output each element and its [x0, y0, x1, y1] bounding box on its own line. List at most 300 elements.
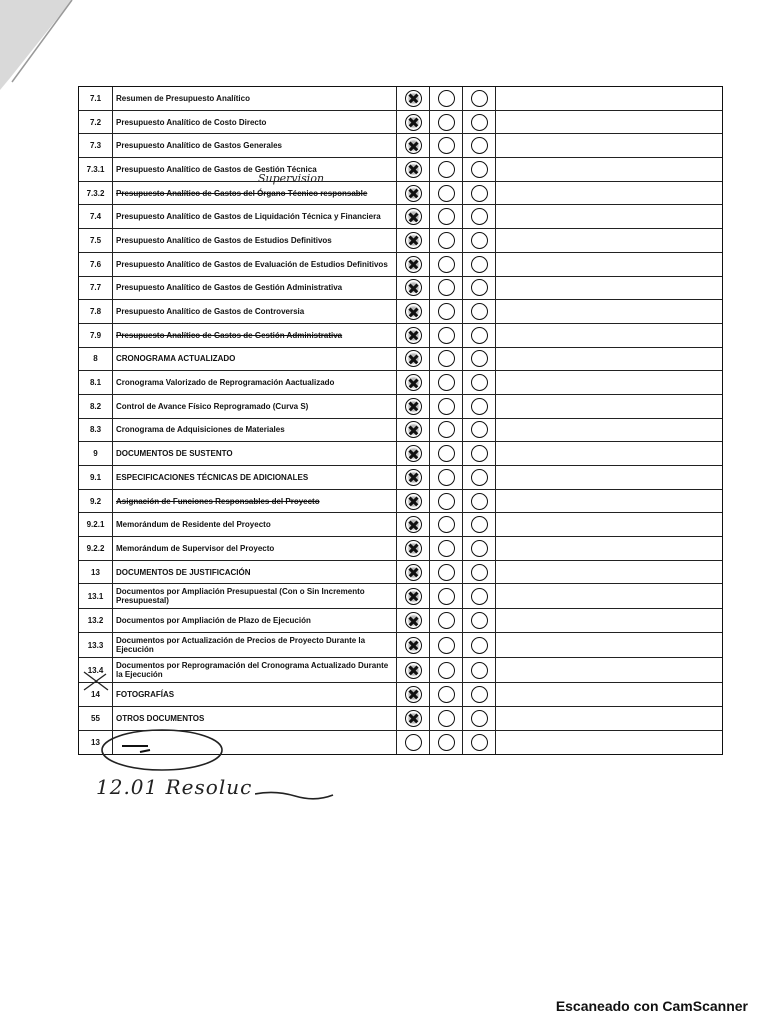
check-cell: [397, 442, 430, 465]
item-description: [113, 205, 397, 228]
item-description-text: Memorándum de Supervisor del Proyecto: [116, 543, 275, 553]
empty-circle-icon: [471, 185, 488, 202]
check-cell: [463, 442, 496, 465]
check-cell: [463, 277, 496, 300]
table-row: [79, 348, 722, 372]
check-cell: [430, 442, 463, 465]
checked-circle-icon: [405, 185, 422, 202]
check-cell: [397, 513, 430, 536]
empty-circle-icon: [471, 421, 488, 438]
table-row: [79, 324, 722, 348]
checked-circle-icon: [405, 612, 422, 629]
check-cell: [463, 182, 496, 205]
check-cell: [430, 513, 463, 536]
check-cell: [430, 371, 463, 394]
check-cell: [463, 348, 496, 371]
table-row: [79, 371, 722, 395]
checked-circle-icon: [405, 137, 422, 154]
check-cell: [430, 134, 463, 157]
table-row: [79, 134, 722, 158]
check-cell: [430, 87, 463, 110]
check-cell: [430, 395, 463, 418]
observation-cell: [496, 158, 722, 181]
item-number: 13: [79, 561, 113, 584]
item-description-text: DOCUMENTOS DE SUSTENTO: [116, 449, 233, 459]
item-description: [113, 111, 397, 134]
check-cell: [430, 182, 463, 205]
item-number: 8.3: [79, 419, 113, 442]
item-number: 7.9: [79, 324, 113, 347]
item-description: [113, 466, 397, 489]
check-cell: [430, 158, 463, 181]
check-cell: [463, 134, 496, 157]
item-description: [113, 253, 397, 276]
checked-circle-icon: [405, 662, 422, 679]
empty-circle-icon: [471, 350, 488, 367]
check-cell: [463, 513, 496, 536]
table-row: [79, 253, 722, 277]
empty-circle-icon: [438, 90, 455, 107]
check-cell: [463, 490, 496, 513]
check-cell: [463, 707, 496, 730]
check-cell: [430, 633, 463, 657]
item-number: 8.1: [79, 371, 113, 394]
empty-circle-icon: [471, 686, 488, 703]
empty-circle-icon: [471, 516, 488, 533]
table-row: [79, 731, 722, 755]
item-description: [113, 584, 397, 608]
table-row: [79, 537, 722, 561]
check-cell: [397, 419, 430, 442]
check-cell: [430, 683, 463, 706]
check-cell: [397, 182, 430, 205]
item-number: 7.4: [79, 205, 113, 228]
table-row: [79, 609, 722, 633]
check-cell: [463, 229, 496, 252]
table-row: [79, 442, 722, 466]
empty-circle-icon: [438, 256, 455, 273]
check-cell: [397, 348, 430, 371]
checked-circle-icon: [405, 208, 422, 225]
empty-circle-icon: [471, 445, 488, 462]
handwritten-supervisor-note: Supervision: [258, 172, 325, 185]
item-description: [113, 633, 397, 657]
item-description-text: Presupuesto Analítico de Gastos de Gestión Administrativa: [116, 330, 343, 340]
empty-circle-icon: [438, 279, 455, 296]
item-number: 7.1: [79, 87, 113, 110]
item-description: [113, 513, 397, 536]
empty-circle-icon: [471, 540, 488, 557]
check-cell: [430, 731, 463, 755]
item-description-text: CRONOGRAMA ACTUALIZADO: [116, 354, 236, 364]
empty-circle-icon: [438, 612, 455, 629]
item-number: 13: [79, 731, 113, 755]
check-cell: [397, 205, 430, 228]
check-cell: [430, 277, 463, 300]
item-number: 9.2.2: [79, 537, 113, 560]
empty-circle-icon: [471, 327, 488, 344]
check-cell: [430, 300, 463, 323]
item-number: 7.3.1: [79, 158, 113, 181]
check-cell: [397, 395, 430, 418]
check-cell: [463, 561, 496, 584]
item-description-text: Presupuesto Analítico de Gastos de Evaluación de Estudios Definitivos: [116, 259, 388, 269]
table-row: [79, 707, 722, 731]
table-row: [79, 633, 722, 658]
observation-cell: [496, 658, 722, 682]
item-description: [113, 324, 397, 347]
empty-circle-icon: [438, 374, 455, 391]
check-cell: [463, 584, 496, 608]
item-description: [113, 158, 397, 181]
check-cell: [463, 205, 496, 228]
check-cell: [430, 324, 463, 347]
item-description: [113, 371, 397, 394]
item-description-text: Cronograma de Adquisiciones de Materiales: [116, 425, 285, 435]
empty-circle-icon: [471, 374, 488, 391]
empty-circle-icon: [438, 686, 455, 703]
check-cell: [463, 300, 496, 323]
observation-cell: [496, 609, 722, 632]
checked-circle-icon: [405, 327, 422, 344]
check-cell: [397, 134, 430, 157]
item-number: 13.3: [79, 633, 113, 657]
item-description: [113, 707, 397, 730]
checked-circle-icon: [405, 161, 422, 178]
item-description: [113, 300, 397, 323]
check-cell: [430, 561, 463, 584]
empty-circle-icon: [438, 398, 455, 415]
empty-circle-icon: [471, 90, 488, 107]
check-cell: [430, 490, 463, 513]
empty-circle-icon: [438, 734, 455, 751]
observation-cell: [496, 348, 722, 371]
observation-cell: [496, 205, 722, 228]
handwritten-underline: [255, 788, 335, 800]
check-cell: [463, 731, 496, 755]
item-description-text: Resumen de Presupuesto Analítico: [116, 93, 250, 103]
checked-circle-icon: [405, 588, 422, 605]
observation-cell: [496, 300, 722, 323]
item-number: 55: [79, 707, 113, 730]
table-row: [79, 490, 722, 514]
item-number: 13.4: [79, 658, 113, 682]
check-cell: [397, 87, 430, 110]
empty-circle-icon: [438, 445, 455, 462]
check-cell: [397, 324, 430, 347]
check-cell: [397, 658, 430, 682]
empty-circle-icon: [471, 232, 488, 249]
check-cell: [463, 158, 496, 181]
table-row: [79, 277, 722, 301]
check-cell: [430, 419, 463, 442]
empty-circle-icon: [438, 232, 455, 249]
check-cell: [463, 87, 496, 110]
check-cell: [463, 419, 496, 442]
item-number: 7.8: [79, 300, 113, 323]
item-description-text: Presupuesto Analítico de Gastos de Gestión Administrativa: [116, 283, 343, 293]
empty-circle-icon: [438, 588, 455, 605]
item-description-text: Presupuesto Analítico de Gastos de Liquidación Técnica y Financiera: [116, 212, 381, 222]
empty-circle-icon: [471, 398, 488, 415]
handwritten-note: 12.01 Resoluc: [96, 775, 253, 799]
item-number: 14: [79, 683, 113, 706]
check-cell: [397, 561, 430, 584]
empty-circle-icon: [438, 137, 455, 154]
checked-circle-icon: [405, 350, 422, 367]
empty-circle-icon: [438, 493, 455, 510]
item-number: 13.1: [79, 584, 113, 608]
observation-cell: [496, 371, 722, 394]
checked-circle-icon: [405, 540, 422, 557]
table-row: [79, 395, 722, 419]
item-description: [113, 182, 397, 205]
observation-cell: [496, 683, 722, 706]
item-description: [113, 277, 397, 300]
item-description-text: FOTOGRAFÍAS: [116, 689, 175, 699]
observation-cell: [496, 466, 722, 489]
empty-circle-icon: [471, 710, 488, 727]
checked-circle-icon: [405, 564, 422, 581]
observation-cell: [496, 490, 722, 513]
checked-circle-icon: [405, 469, 422, 486]
item-number: 7.7: [79, 277, 113, 300]
empty-circle-icon: [471, 279, 488, 296]
table-row: [79, 466, 722, 490]
check-cell: [397, 253, 430, 276]
check-cell: [430, 205, 463, 228]
table-row: [79, 683, 722, 707]
table-row: [79, 561, 722, 585]
check-cell: [430, 609, 463, 632]
checked-circle-icon: [405, 398, 422, 415]
empty-circle-icon: [438, 421, 455, 438]
item-description: [113, 490, 397, 513]
empty-circle-icon: [438, 185, 455, 202]
item-description-text: Documentos por Ampliación de Plazo de Ejecución: [116, 616, 311, 626]
checked-circle-icon: [405, 493, 422, 510]
scanner-watermark: Escaneado con CamScanner: [555, 998, 748, 1014]
check-cell: [463, 658, 496, 682]
table-row: [79, 111, 722, 135]
item-number: 13.2: [79, 609, 113, 632]
item-description: [113, 229, 397, 252]
item-description-text: ESPECIFICACIONES TÉCNICAS DE ADICIONALES: [116, 472, 309, 482]
table-row: [79, 87, 722, 111]
table-row: [79, 513, 722, 537]
table-row: [79, 584, 722, 609]
check-cell: [397, 683, 430, 706]
table-row: [79, 658, 722, 683]
empty-circle-icon: [471, 137, 488, 154]
check-cell: [430, 348, 463, 371]
empty-circle-icon: [438, 327, 455, 344]
item-description: [113, 87, 397, 110]
observation-cell: [496, 513, 722, 536]
empty-circle-icon: [438, 637, 455, 654]
observation-cell: [496, 87, 722, 110]
item-description-text: Presupuesto Analítico de Gastos de Gestión Técnica: [116, 164, 317, 174]
check-cell: [430, 111, 463, 134]
table-row: [79, 182, 722, 206]
check-cell: [430, 253, 463, 276]
observation-cell: [496, 442, 722, 465]
item-number: 8.2: [79, 395, 113, 418]
empty-circle-icon: [438, 564, 455, 581]
empty-circle-icon: [471, 303, 488, 320]
check-cell: [463, 253, 496, 276]
empty-circle-icon: [471, 208, 488, 225]
checked-circle-icon: [405, 686, 422, 703]
check-cell: [430, 658, 463, 682]
table-row: [79, 158, 722, 182]
checked-circle-icon: [405, 637, 422, 654]
check-cell: [397, 731, 430, 755]
checked-circle-icon: [405, 303, 422, 320]
empty-circle-icon: [471, 493, 488, 510]
item-description-text: Documentos por Actualización de Precios de Proyecto Durante la Ejecución: [116, 636, 366, 655]
item-description: [113, 658, 397, 682]
checked-circle-icon: [405, 232, 422, 249]
empty-circle-icon: [405, 734, 422, 751]
check-cell: [430, 537, 463, 560]
observation-cell: [496, 537, 722, 560]
observation-cell: [496, 395, 722, 418]
check-cell: [463, 324, 496, 347]
checked-circle-icon: [405, 114, 422, 131]
observation-cell: [496, 182, 722, 205]
item-description-text: Presupuesto Analítico de Gastos de Controversia: [116, 307, 305, 317]
empty-circle-icon: [471, 588, 488, 605]
item-description: [113, 537, 397, 560]
item-number: 7.3.2: [79, 182, 113, 205]
check-cell: [463, 609, 496, 632]
item-description-text: Presupuesto Analítico de Gastos Generales: [116, 141, 282, 151]
checked-circle-icon: [405, 279, 422, 296]
check-cell: [397, 466, 430, 489]
empty-circle-icon: [471, 114, 488, 131]
observation-cell: [496, 731, 722, 755]
empty-circle-icon: [438, 710, 455, 727]
empty-circle-icon: [438, 516, 455, 533]
observation-cell: [496, 707, 722, 730]
check-cell: [463, 111, 496, 134]
item-description: [113, 395, 397, 418]
check-cell: [463, 466, 496, 489]
observation-cell: [496, 419, 722, 442]
item-description-text: Presupuesto Analítico de Costo Directo: [116, 117, 267, 127]
item-number: 7.3: [79, 134, 113, 157]
observation-cell: [496, 561, 722, 584]
item-description-text: Documentos por Ampliación Presupuestal (Con o Sin Incremento Presupuestal): [116, 587, 365, 606]
empty-circle-icon: [471, 734, 488, 751]
check-cell: [463, 683, 496, 706]
check-cell: [397, 277, 430, 300]
item-number: 9.2: [79, 490, 113, 513]
item-number: 7.2: [79, 111, 113, 134]
item-number: 9.2.1: [79, 513, 113, 536]
check-cell: [463, 371, 496, 394]
item-description: [113, 609, 397, 632]
check-cell: [430, 707, 463, 730]
checked-circle-icon: [405, 421, 422, 438]
item-number: 8: [79, 348, 113, 371]
item-number: 7.5: [79, 229, 113, 252]
observation-cell: [496, 111, 722, 134]
check-cell: [397, 490, 430, 513]
item-number: 7.6: [79, 253, 113, 276]
item-number: 9.1: [79, 466, 113, 489]
check-cell: [397, 158, 430, 181]
table-row: [79, 205, 722, 229]
observation-cell: [496, 584, 722, 608]
empty-circle-icon: [438, 350, 455, 367]
check-cell: [430, 584, 463, 608]
empty-circle-icon: [438, 161, 455, 178]
empty-circle-icon: [438, 469, 455, 486]
item-description-text: Presupuesto Analítico de Gastos de Estudios Definitivos: [116, 235, 332, 245]
empty-circle-icon: [471, 662, 488, 679]
check-cell: [430, 229, 463, 252]
check-cell: [397, 707, 430, 730]
check-cell: [397, 633, 430, 657]
item-description-text: Memorándum de Residente del Proyecto: [116, 520, 271, 530]
table-row: [79, 229, 722, 253]
item-description-text: Control de Avance Físico Reprogramado (Curva S): [116, 401, 309, 411]
check-cell: [397, 609, 430, 632]
observation-cell: [496, 253, 722, 276]
check-cell: [397, 300, 430, 323]
item-description: [113, 419, 397, 442]
empty-circle-icon: [471, 256, 488, 273]
item-description-text: OTROS DOCUMENTOS: [116, 713, 205, 723]
item-description: [113, 683, 397, 706]
item-description-text: Presupuesto Analítico de Gastos del Órgano Técnico responsable: [116, 188, 368, 198]
observation-cell: [496, 229, 722, 252]
check-cell: [397, 111, 430, 134]
empty-circle-icon: [438, 662, 455, 679]
table-row: [79, 419, 722, 443]
check-cell: [463, 395, 496, 418]
item-description: [113, 561, 397, 584]
check-cell: [397, 537, 430, 560]
checked-circle-icon: [405, 516, 422, 533]
checklist-table: [78, 86, 723, 755]
item-description: [113, 134, 397, 157]
empty-circle-icon: [471, 637, 488, 654]
empty-circle-icon: [471, 469, 488, 486]
item-description-text: Documentos por Reprogramación del Cronograma Actualizado Durante la Ejecución: [116, 661, 389, 680]
empty-circle-icon: [438, 208, 455, 225]
empty-circle-icon: [471, 612, 488, 629]
checked-circle-icon: [405, 374, 422, 391]
item-number: 9: [79, 442, 113, 465]
checked-circle-icon: [405, 256, 422, 273]
item-description-text: Asignación de Funciones Responsables del Proyecto: [116, 496, 320, 506]
empty-circle-icon: [471, 564, 488, 581]
item-description-text: Cronograma Valorizado de Reprogramación Aactualizado: [116, 378, 335, 388]
observation-cell: [496, 633, 722, 657]
empty-circle-icon: [438, 540, 455, 557]
observation-cell: [496, 277, 722, 300]
empty-circle-icon: [438, 114, 455, 131]
item-description: [113, 731, 397, 755]
empty-circle-icon: [438, 303, 455, 320]
check-cell: [397, 371, 430, 394]
check-cell: [397, 229, 430, 252]
paper-corner-shadow: [0, 0, 90, 90]
item-description: [113, 348, 397, 371]
